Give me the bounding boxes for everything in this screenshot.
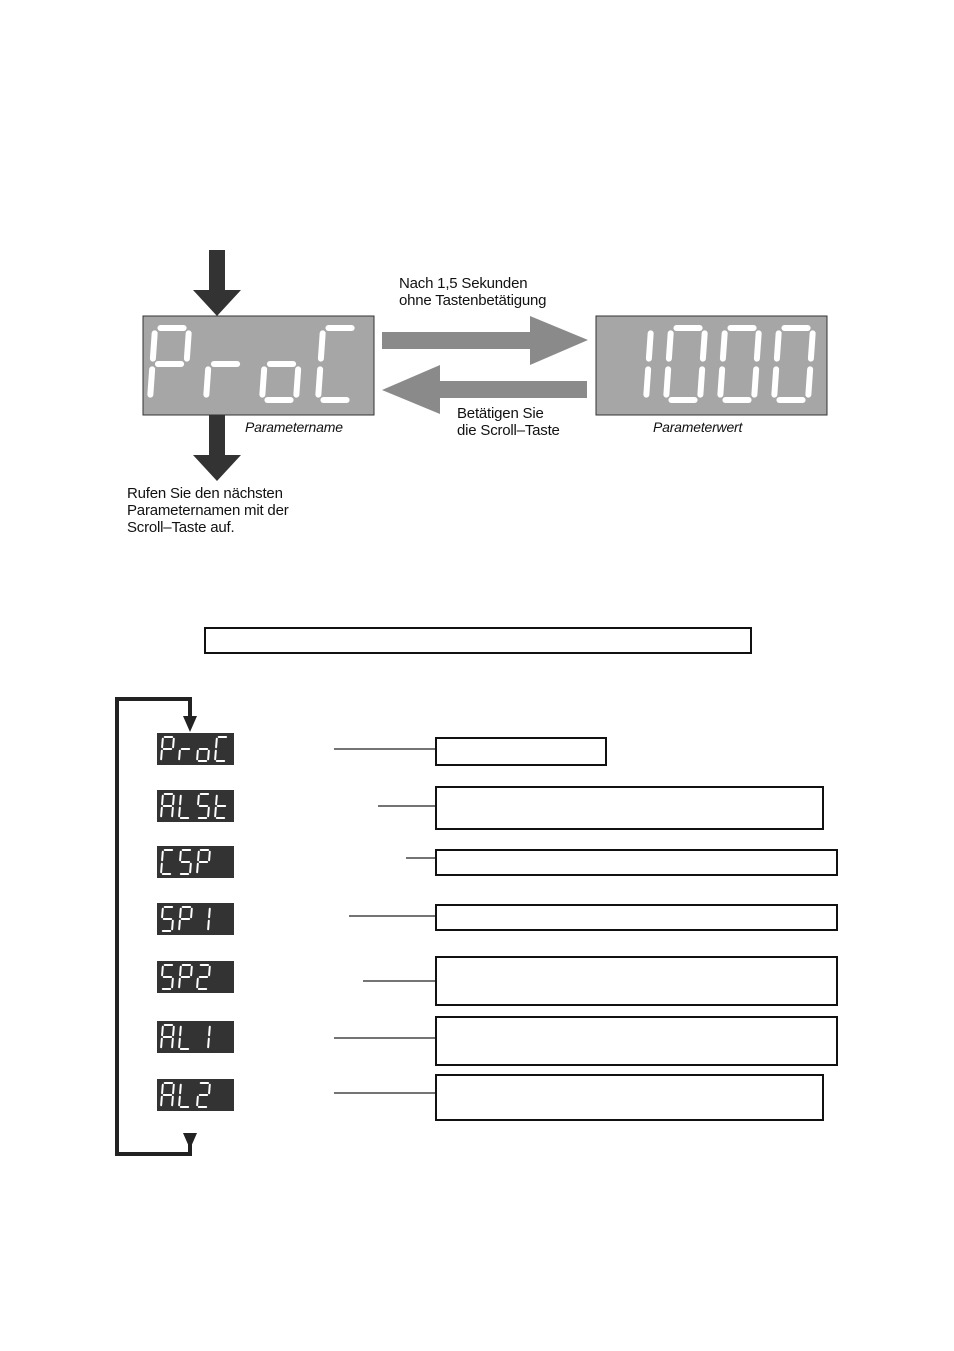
desc-box-sp1 (435, 904, 838, 931)
segment-c (208, 1039, 209, 1047)
segment-c (208, 921, 209, 929)
next-parameter-caption: Rufen Sie den nächsten Parameternamen mit der Scroll–Taste auf. (127, 485, 289, 536)
desc-box-al2 (435, 1074, 824, 1121)
segment-b (173, 796, 174, 804)
segment-c (172, 1039, 173, 1047)
segment-b (173, 1027, 174, 1035)
segment-e (666, 369, 668, 394)
parameter-list (157, 733, 436, 1111)
segment-f (198, 796, 199, 804)
segment-b (209, 1027, 210, 1035)
segment-f (216, 796, 217, 804)
segment-f (180, 1027, 181, 1035)
segment-f (216, 739, 217, 747)
arrow-left-caption: Betätigen Sie die Scroll–Taste (457, 405, 560, 439)
segment-b (811, 333, 813, 358)
segment-b (187, 333, 189, 358)
segment-e (179, 979, 180, 987)
segment-e (720, 369, 722, 394)
segment-e (150, 369, 152, 394)
segment-c (700, 369, 702, 394)
segment-b (209, 852, 210, 860)
segment-e (179, 1097, 180, 1105)
segment-f (180, 909, 181, 917)
arrow-to-value (382, 316, 588, 365)
segment-c (172, 1097, 173, 1105)
segment-f (162, 739, 163, 747)
segment-f (669, 333, 671, 358)
segment-f (162, 967, 163, 975)
arrow-right-caption: Nach 1,5 Sekunden ohne Tastenbetätigung (399, 275, 547, 309)
segment-c (190, 864, 191, 872)
segment-e (197, 864, 198, 872)
segment-c (172, 979, 173, 987)
segment-e (161, 1039, 162, 1047)
segment-b (703, 333, 705, 358)
segment-e (179, 808, 180, 816)
segment-f (777, 333, 779, 358)
segment-e (161, 751, 162, 759)
segment-e (197, 1097, 198, 1105)
segment-e (215, 808, 216, 816)
segment-f (180, 796, 181, 804)
segment-e (206, 369, 208, 394)
segment-f (321, 333, 323, 358)
next-parameter-arrow (193, 415, 241, 481)
segment-f (723, 333, 725, 358)
segment-f (162, 796, 163, 804)
segment-b (757, 333, 759, 358)
segment-b (191, 909, 192, 917)
segment-c (172, 921, 173, 929)
segment-f (162, 909, 163, 917)
segment-e (197, 751, 198, 759)
segment-e (179, 751, 180, 759)
loop-arrow-top (183, 716, 197, 732)
segment-c (646, 369, 648, 394)
segment-f (180, 852, 181, 860)
segment-f (180, 1085, 181, 1093)
segment-b (209, 909, 210, 917)
desc-box-al1 (435, 1016, 838, 1066)
section-header-box (204, 627, 752, 654)
segment-b (191, 967, 192, 975)
entry-arrow (193, 250, 241, 316)
segment-f (162, 1085, 163, 1093)
segment-b (209, 967, 210, 975)
segment-c (208, 751, 209, 759)
desc-box-alst (435, 786, 824, 830)
segment-e (215, 751, 216, 759)
desc-box-proc (435, 737, 607, 766)
segment-c (208, 808, 209, 816)
segment-e (774, 369, 776, 394)
segment-e (179, 921, 180, 929)
segment-f (198, 852, 199, 860)
segment-f (153, 333, 155, 358)
segment-c (808, 369, 810, 394)
segment-f (162, 852, 163, 860)
segment-e (161, 808, 162, 816)
segment-b (209, 1085, 210, 1093)
segment-f (162, 1027, 163, 1035)
desc-box-csp (435, 849, 838, 876)
segment-e (179, 1039, 180, 1047)
segment-b (173, 739, 174, 747)
segment-e (262, 369, 264, 394)
segment-b (649, 333, 651, 358)
segment-c (754, 369, 756, 394)
loop-arrow-bottom (183, 1133, 197, 1149)
parameter-value-label: Parameterwert (653, 419, 743, 435)
segment-c (296, 369, 298, 394)
segment-e (161, 1097, 162, 1105)
segment-e (197, 979, 198, 987)
segment-e (161, 864, 162, 872)
desc-box-sp2 (435, 956, 838, 1006)
segment-c (172, 808, 173, 816)
segment-b (173, 1085, 174, 1093)
segment-e (318, 369, 320, 394)
segment-f (180, 967, 181, 975)
parameter-name-label: Parametername (245, 419, 343, 435)
